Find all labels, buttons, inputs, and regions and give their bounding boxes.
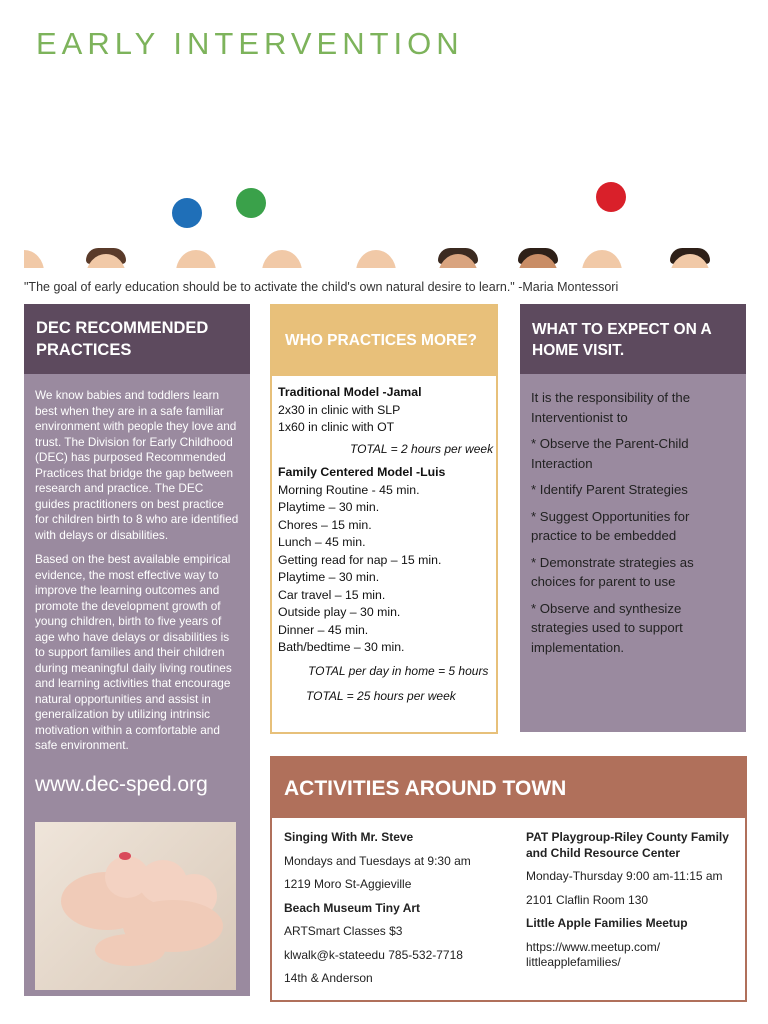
activities-panel (270, 756, 747, 1002)
activities-right-column (526, 830, 741, 979)
activities-left-column (284, 830, 504, 995)
home-visit-intro: It is the responsibility of the Interventionist to (531, 390, 691, 425)
headband-bow (119, 852, 131, 860)
traditional-line: 1x60 in clinic with OT (278, 420, 395, 434)
toy-ball (172, 198, 202, 228)
montessori-quote: "The goal of early education should be to activate the child's own natural desire to learn." -Maria Montessori (24, 280, 619, 294)
home-visit-item: * Identify Parent Strategies (531, 482, 688, 497)
event-time: Monday-Thursday 9:00 am-11:15 am (526, 869, 723, 883)
dec-practices-panel (24, 304, 250, 996)
event-title: Singing With Mr. Steve (284, 830, 414, 844)
event-time: Mondays and Tuesdays at 9:30 am (284, 853, 471, 868)
family-total-week: TOTAL = 25 hours per week (306, 689, 456, 703)
home-visit-item: * Observe and synthesize strategies used to support implementation. (531, 600, 683, 655)
traditional-line: 2x30 in clinic with SLP (278, 402, 401, 417)
family-total-day: TOTAL per day in home = 5 hours (308, 663, 489, 678)
dec-website-link[interactable]: www.dec-sped.org (35, 772, 208, 796)
family-line: Playtime – 30 min. (278, 570, 380, 584)
family-line: Car travel – 15 min. (278, 587, 386, 602)
event-address: 14th & Anderson (284, 971, 373, 985)
event-title: Beach Museum Tiny Art (284, 900, 421, 915)
event-address: 2101 Claflin Room 130 (526, 892, 649, 907)
traditional-total: TOTAL = 2 hours per week (350, 441, 494, 456)
event-title: PAT Playgroup-Riley County Family and Child Resource Center (526, 830, 729, 860)
event-contact: klwalk@k-stateedu 785-532-7718 (284, 947, 463, 962)
newborns-photo (35, 822, 236, 990)
toy-ball (596, 182, 626, 212)
event-title: Little Apple Families Meetup (526, 916, 688, 930)
dec-paragraph-1: We know babies and toddlers learn best when they are in a safe familiar environment with people they love and trust. The Division for Early Childhood (DEC) has purposed Recommended Practices that bridge the gap between research and practice. The DEC guides practitioners on best practice for children birth to 8 who are identified with delays or disabilities. (35, 388, 239, 542)
babies-banner-image (24, 72, 746, 268)
home-visit-heading: WHAT TO EXPECT ON A HOME VISIT. (520, 304, 746, 374)
family-line: Bath/bedtime – 30 min. (278, 640, 405, 654)
family-line: Getting read for nap – 15 min. (278, 552, 442, 567)
family-line: Morning Routine - 45 min. (278, 482, 420, 497)
traditional-model-title: Traditional Model -Jamal (278, 385, 422, 399)
newborn-shape (95, 934, 165, 966)
family-line: Chores – 15 min. (278, 517, 372, 532)
family-model-title: Family Centered Model -Luis (278, 465, 446, 479)
dec-paragraph-2: Based on the best available empirical evidence, the most effective way to improve the learning outcomes and promote the development growth of young children, birth to five years of age who have delays or disabilities is to support families and their children during meaningful daily living routines and learning activities that encourage natural opportunities and assist in generalization by utilizing intrinsic motivation within a comfortable and safe environment. (35, 552, 232, 752)
family-line: Dinner – 45 min. (278, 622, 369, 637)
dec-practices-text (24, 374, 250, 754)
who-practices-heading: WHO PRACTICES MORE? (272, 306, 496, 376)
who-practices-panel (270, 304, 498, 734)
dec-practices-heading: DEC RECOMMENDED PRACTICES (24, 304, 250, 374)
home-visit-body (520, 374, 746, 657)
family-line: Outside play – 30 min. (278, 605, 401, 619)
page-title: EARLY INTERVENTION (36, 26, 464, 61)
activities-heading: ACTIVITIES AROUND TOWN (272, 758, 745, 818)
event-detail: ARTSmart Classes $3 (284, 924, 403, 938)
home-visit-item: * Suggest Opportunities for practice to be embedded (531, 508, 690, 543)
home-visit-item: * Observe the Parent-Child Interaction (531, 436, 689, 471)
home-visit-item: * Demonstrate strategies as choices for parent to use (531, 554, 694, 589)
home-visit-panel (520, 304, 746, 732)
meetup-link[interactable]: https://www.meetup.com/ littleapplefamilies/ (526, 939, 661, 969)
event-address: 1219 Moro St-Aggieville (284, 877, 412, 891)
toy-ball (236, 188, 266, 218)
family-line: Lunch – 45 min. (278, 535, 366, 549)
family-line: Playtime – 30 min. (278, 500, 380, 514)
who-practices-body (272, 376, 496, 706)
